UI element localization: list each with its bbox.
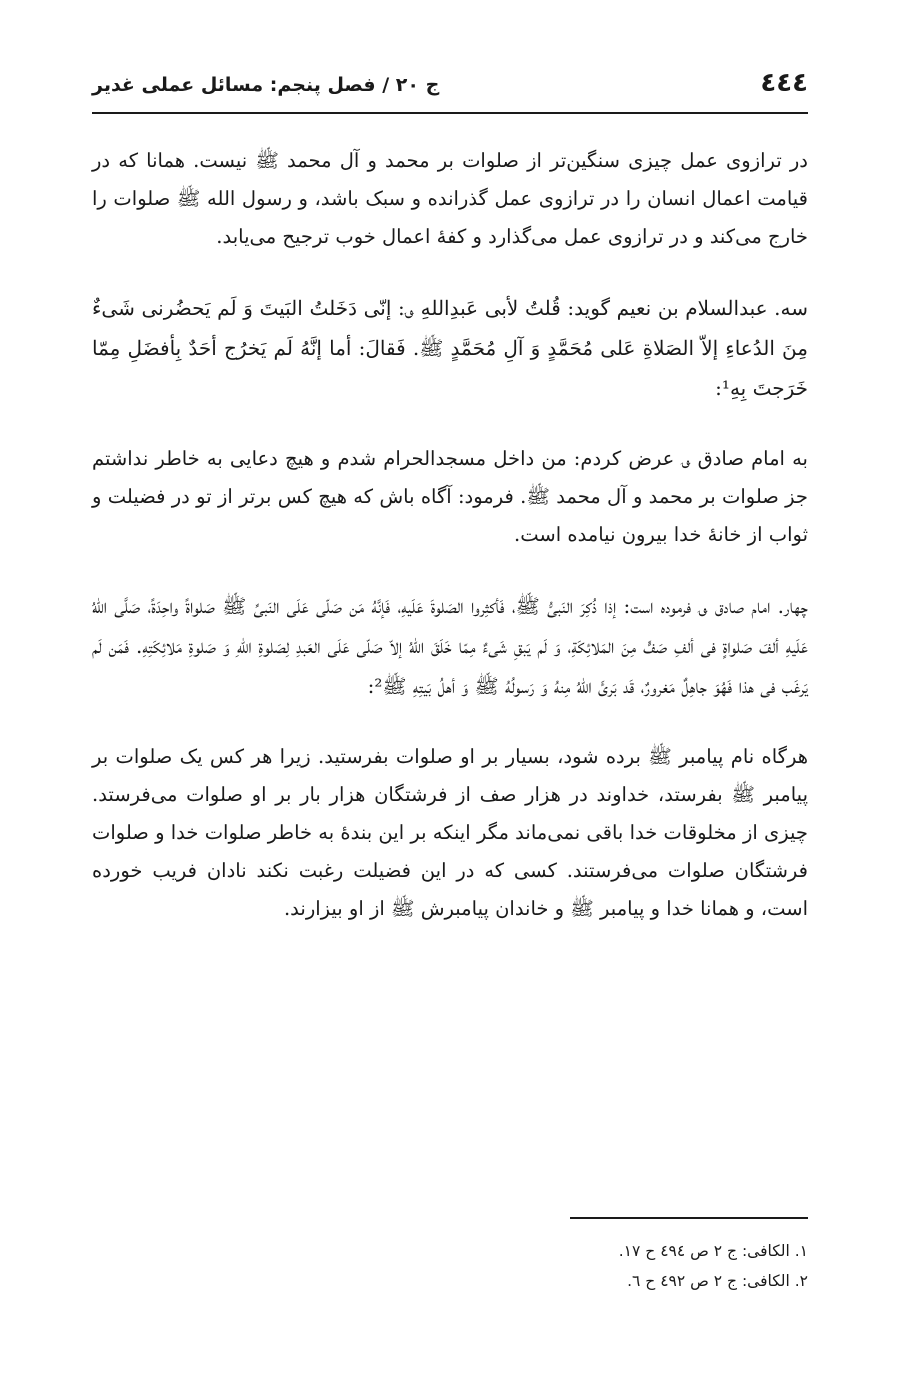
paragraph-4-hadith: چهار. امام صادق ؈ فرموده است: إذا ذُکِرَ النَبیُّ ﷺ، فَأکثِروا الصَلوةَ عَلَیهِ، فَإنَّهُ مَن صَلّی عَلَی النَبیِّ ﷺ صَلواةً واحِدَةً، صَلَّی اللهُ عَلَیهِ ألفَ صَلواةٍ فی ألفِ صَفٍّ مِنَ المَلائِکَةِ، وَ لَم یَبقِ شَیءٌ مِمّا خَلَقَ اللهُ إلاّ صَلّی عَلَی العَبدِ لِصَلوةِ اللهِ وَ صَلوةِ مَلائِکَتِهِ. فَمَن لَم یَرغَب فی هذا فَهُوَ جاهِلٌ مَغرورٌ، قَد بَریَٔ اللهُ مِنهُ وَ رَسولُهُ ﷺ وَ أهلُ بَیتِهِ ﷺ²: [92,594,808,698]
paragraph-2-hadith: سه. عبدالسلام بن نعیم گوید: قُلتُ لأبی عَبدِاللهِ ؈: إنّی دَخَلتُ البَیتَ وَ لَم یَحضُرنی شَیءٌ مِنَ الدُعاءِ إلاّ الصَلاةِ عَلی مُحَمَّدٍ وَ آلِ مُحَمَّدٍ ﷺ. فَقالَ: أما إنَّهُ لَم یَخرُج أحَدٌ بِأفضَلِ مِمّا خَرَجتَ بِهِ¹: [92,296,808,400]
footnote-divider [570,1217,808,1219]
body-text [92,142,808,928]
running-title: ج ٢٠ / فصل پنجم: مسائل عملی غدیر [92,74,440,96]
paragraph-3: به امام صادق ؈ عرض کردم: من داخل مسجدالحرام شدم و هیچ دعایی به خاطر نداشتم جز صلوات بر محمد و آل محمد ﷺ. فرمود: آگاه باش که هیچ کس برتر از تو در فضیلت و ثواب از خانهٔ خدا بیرون نیامده است. [92,447,808,546]
paragraph-1: در ترازوی عمل چیزی سنگین‌تر از صلوات بر محمد و آل محمد ﷺ نیست. همانا که در قیامت اعمال انسان را در ترازوی عمل گذرانده و سبک باشد، و رسول الله ﷺ صلوات را خارج می‌کند و در ترازوی عمل می‌گذارد و کفهٔ اعمال خوب ترجیح می‌یابد. [92,149,808,248]
page-header [92,60,808,114]
paragraph-5: هرگاه نام پیامبر ﷺ برده شود، بسیار بر او صلوات بفرستید. زیرا هر کس یک صلوات بر پیامبر ﷺ بفرستد، خداوند در هزار صف از فرشتگان هزار بار بر او صلوات می‌فرستد. چیزی از مخلوقات خدا باقی نمی‌ماند مگر اینکه بر این بندهٔ به خاطر صلوات خدا و صلوات فرشتگان صلوات می‌فرستند. کسی که در این فضیلت رغبت نکند نادان فریب خورده است، و همانا خدا و پیامبر ﷺ و خاندان پیامبرش ﷺ از او بیزارند. [92,745,808,920]
footnotes [92,1236,808,1296]
page-number: ٤٤٤ [760,68,808,98]
book-page [92,0,808,1390]
footnote-2: ٢. الکافی: ج ٢ ص ٤٩٢ ح ٦. [627,1272,808,1290]
footnote-1: ١. الکافی: ج ٢ ص ٤٩٤ ح ١٧. [618,1242,808,1260]
